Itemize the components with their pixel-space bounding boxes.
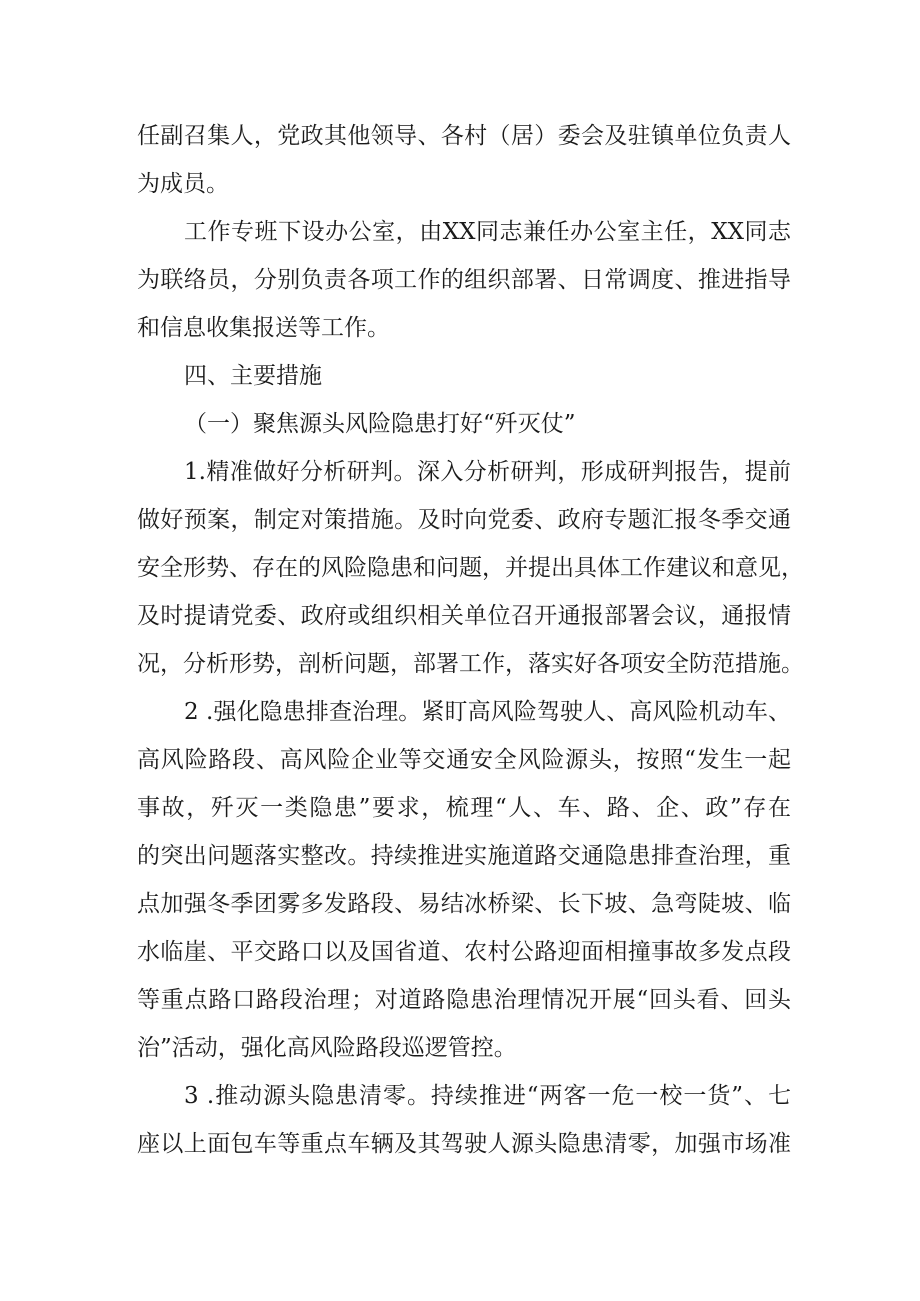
text-line: 事故，歼灭一类隐患”要求，梳理“人、车、路、企、政”存在: [137, 795, 791, 821]
paragraph: [137, 112, 791, 208]
text-line: 任副召集人，党政其他领导、各村（居）委会及驻镇单位负责人: [137, 123, 791, 149]
paragraph: [137, 688, 791, 1072]
text-line: 水临崖、平交路口以及国省道、农村公路迎面相撞事故多发点段: [137, 939, 791, 965]
text-line: 点加强冬季团雾多发路段、易结冰桥梁、长下坡、急弯陡坡、临: [137, 891, 791, 917]
text-line: 2 .强化隐患排查治理。紧盯高风险驾驶人、高风险机动车、: [184, 699, 791, 725]
text-line: 和信息收集报送等工作。: [137, 315, 390, 341]
text-line: 为成员。: [137, 171, 229, 197]
text-line: 等重点路口路段治理；对道路隐患治理情况开展“回头看、回头: [137, 987, 791, 1013]
heading-text: （一）聚焦源头风险隐患打好“歼灭仗”: [184, 411, 576, 437]
text-line: 治”活动，强化高风险路段巡逻管控。: [137, 1035, 517, 1061]
paragraph: [137, 208, 791, 352]
text-line: 为联络员，分别负责各项工作的组织部署、日常调度、推进指导: [137, 267, 791, 293]
text-line: 安全形势、存在的风险隐患和问题，并提出具体工作建议和意见，: [137, 555, 804, 581]
section-heading: [137, 352, 791, 400]
text-line: 高风险路段、高风险企业等交通安全风险源头，按照“发生一起: [137, 747, 791, 773]
text-line: 及时提请党委、政府或组织相关单位召开通报部署会议，通报情: [137, 603, 791, 629]
text-line: 1.精准做好分析研判。深入分析研判，形成研判报告，提前: [184, 459, 791, 485]
text-line: 的突出问题落实整改。持续推进实施道路交通隐患排查治理，重: [137, 843, 791, 869]
text-line: 3 .推动源头隐患清零。持续推进“两客一危一校一货”、七: [184, 1083, 791, 1109]
text-line: 工作专班下设办公室，由XX同志兼任办公室主任，XX同志: [184, 219, 791, 245]
heading-text: 四、主要措施: [184, 363, 322, 389]
text-line: 况，分析形势，剖析问题，部署工作，落实好各项安全防范措施。: [137, 651, 804, 677]
paragraph: [137, 448, 804, 688]
subsection-heading: [137, 400, 791, 448]
text-line: 座以上面包车等重点车辆及其驾驶人源头隐患清零，加强市场准: [137, 1131, 791, 1157]
document-body: [137, 112, 804, 1168]
text-line: 做好预案，制定对策措施。及时向党委、政府专题汇报冬季交通: [137, 507, 791, 533]
paragraph: [137, 1072, 791, 1168]
